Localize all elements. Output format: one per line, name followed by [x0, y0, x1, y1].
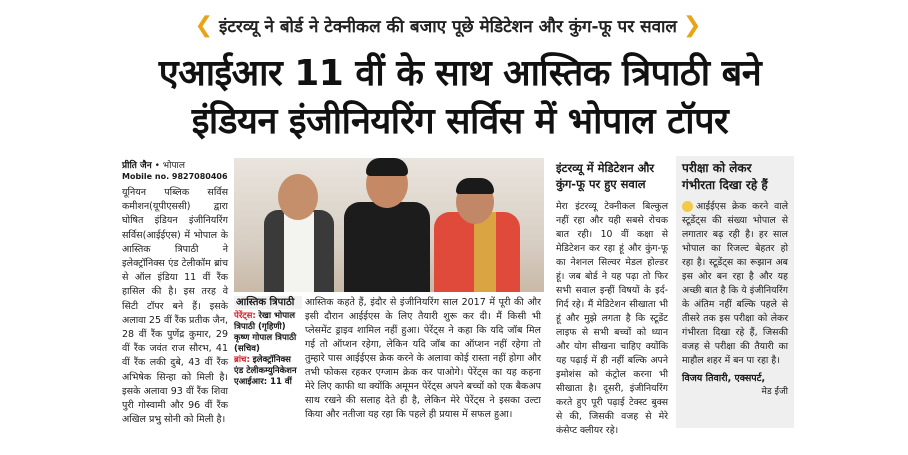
- hair-candidate: [366, 158, 408, 176]
- expert-name: विजय तिवारी, एक्सपर्ट,: [682, 373, 766, 384]
- caption-branch: [234, 355, 302, 377]
- kicker-line: [168, 10, 728, 40]
- byline-city: भोपाल: [162, 161, 185, 171]
- shirt-father: [284, 212, 314, 292]
- caption-rank: एआईआर: 11 वीं: [234, 377, 292, 387]
- right-chevron-icon: ❯: [682, 12, 702, 38]
- left-chevron-icon: ❮: [194, 12, 214, 38]
- profile-caption-box: [234, 296, 302, 422]
- byline-separator: •: [154, 161, 163, 171]
- expert-org: मेड ईजी: [761, 387, 788, 397]
- sidebar-b-body: [682, 200, 788, 368]
- sidebar-b-box: [676, 156, 794, 428]
- caption-parents-value: रेखा भोपाल त्रिपाठी (गृहिणी) कृष्ण गोपाल त्रिपाठी (सचिव): [234, 311, 297, 354]
- sidebar-b-title: परीक्षा को लेकर गंभीरता दिखा रहे हैं: [682, 161, 768, 192]
- article-column-1: यूनियन पब्लिक सर्विस कमीशन(यूपीएससी) द्वारा घोषित इंडियन इंजीनियरिंग सर्विस(आईईएस) में भोपाल के आस्तिक त्रिपाठी ने इलेक्ट्रॉनिक्स एंड टेलीकॉम ब्रांच से ऑल इंडिया 11 वीं रैंक हासिल की है। इस तरह वे सिटी टॉपर बने हैं। इसके अलावा 25 वीं रैंक प्रतीक जैन, 28 वीं रैंक पुणेंद्र कुमार, 29 वीं रैंक जवंत राज सौरभ, 41 वीं रैंक लकी दुबे, 43 वीं रैंक अभिषेक सिन्हा को मिली है। इसके अलावा 93 वीं रैंक शिवा पुरी गोस्वामी और 96 वीं रैंक अखिल प्रभु सोनी को मिली है।: [122, 187, 228, 426]
- byline: [122, 158, 185, 171]
- caption-branch-value: इलेक्ट्रॉनिक्स एंड टेलीकम्युनिकेशन: [234, 355, 297, 376]
- sidebar-a-text: मेरा इंटरव्यू टेक्नीकल बिल्कुल नहीं रहा और यही सबसे रोचक बात रही। 10 वीं कक्षा से मेडिटेशन कर रहा हूं और कुंग-फू का नेशनल सिल्वर मेडल होल्डर हूं। जब बोर्ड ने यह पढ़ा तो फिर सभी सवाल इन्हीं विषयों के इर्द-गिर्द रहे। मैं मेडिटेशन सीखाता भी हूं और मुझे लगता है कि स्टूडेंट लाइफ से सभी बच्चों को ध्यान और योग सीखना चाहिए क्योंकि यह पढ़ाई में ही नहीं बल्कि अपने इमोशंस को कंट्रोल करना भी सीखाता है। दूसरी, इंजीनियरिंग करते हुए पूरी पढ़ाई टेक्स्ट बुक्स से की, जिसकी वजह से मेरे कंसेप्ट क्लीयर रहे।: [556, 201, 668, 436]
- headline-line-1: एआईआर 11 वीं के साथ आस्तिक त्रिपाठी बने: [158, 53, 762, 94]
- person-candidate: [344, 202, 430, 292]
- sidebar-b-text: आईईएस क्रेक करने वाले स्टूडेंट्स की संख्या भोपाल से लगातार बढ़ रही है। हर साल भोपाल का रिजल्ट बेहतर हो रहा है। स्टूडेंट्स का रूझान अब इस ओर बन रहा है और यह अच्छी बात है कि ये इंजीनियरिंग के अंतिम नहीं बल्कि पहले से तीसरे तक इस परीक्षा को लेकर गंभीरता दिखा रहे हैं, जिसकी वजह से परीक्षा की तैयारी का माहौल शहर में बन पा रहा है।: [682, 201, 788, 366]
- article-column-2: आस्तिक कहते हैं, इंदौर से इंजीनियरिंग साल 2017 में पूरी की और इसी दौरान आईईएस के लिए तैयारी शुरू कर दी। मैं किसी भी प्लेसमेंट ड्राइव शामिल नहीं हुआ। पेरेंट्स ने कहा कि यदि जॉब मिल गई तो ऑप्शन रहेगा, लेकिन यदि जॉब का ऑप्शन नहीं रहेगा तो तुम्हारे पास आईईएस क्रेक करने के अलावा कोई रास्ता नहीं होगा और तभी फोकस रहकर एग्जाम क्रेक कर पाओगे। पेरेंट्स का यह कहना मेरे लिए काफी था क्योंकि अमूमन पेरेंट्स अपने बच्चों को एक बैकअप साथ रखने की सलाह देते ही है, लेकिन मेरे पेरेंट्स ने इसका उल्टा किया और नतीजा यह रहा कि पहले ही प्रयास में सफल हुआ।: [305, 297, 541, 420]
- saree-border: [474, 212, 496, 292]
- bullet-icon: [682, 201, 693, 212]
- byline-mobile: Mobile no. 9827080406: [122, 172, 228, 181]
- head-father: [278, 174, 318, 220]
- caption-parents: [234, 311, 302, 355]
- caption-branch-label: ब्रांच:: [234, 355, 250, 365]
- kicker-text: इंटरव्यू ने बोर्ड ने टेक्नीकल की बजाए पूछे मेडिटेशन और कुंग-फू पर सवाल: [219, 16, 677, 37]
- headline-line-2: इंडियन इंजीनियरिंग सर्विस में भोपाल टॉपर: [191, 101, 729, 142]
- group-photo: [234, 158, 544, 292]
- byline-name: प्रीति जैन: [122, 161, 152, 171]
- caption-parents-label: पेरेंट्स:: [234, 311, 256, 321]
- hair-mother: [456, 178, 494, 194]
- caption-name: आस्तिक त्रिपाठी: [234, 296, 302, 309]
- sidebar-a-title: इंटरव्यू में मेडिटेशन और कुंग-फू पर हुए सवाल: [556, 161, 655, 191]
